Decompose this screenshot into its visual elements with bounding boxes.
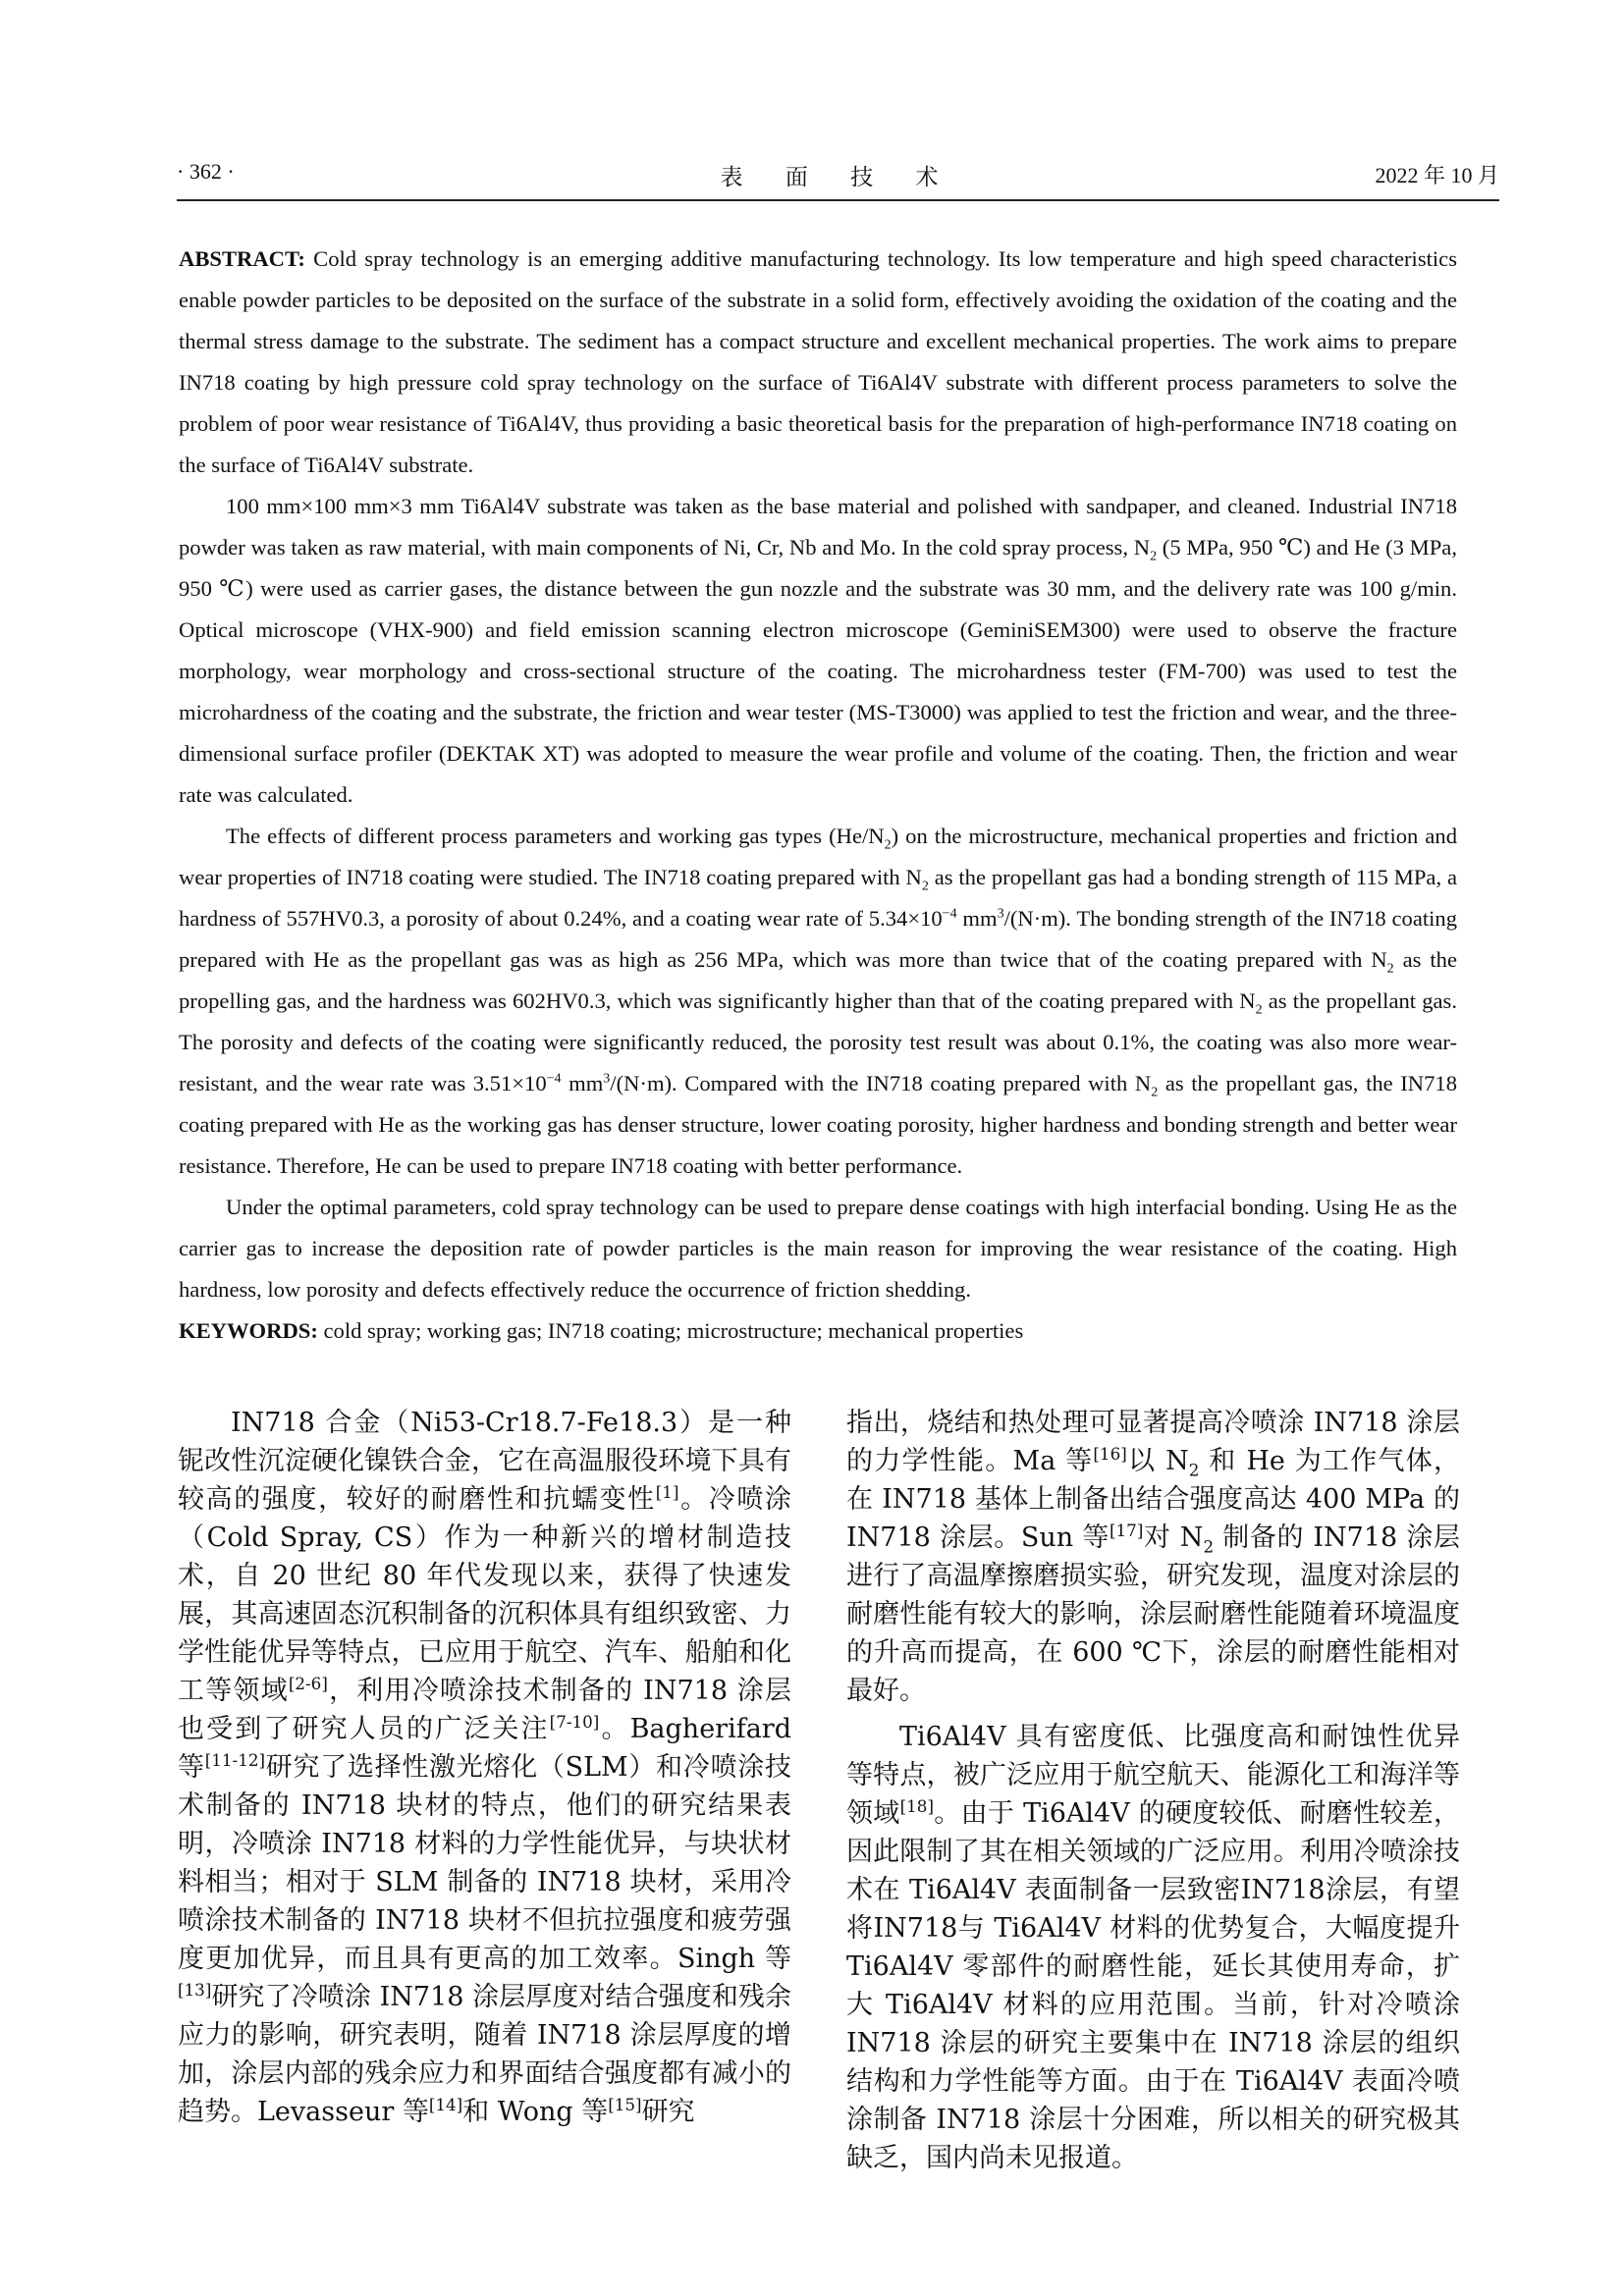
body-paragraph-continued: 指出，烧结和热处理可显著提高冷喷涂 IN718 涂层的力学性能。Ma 等[16]以 $N_2$ 和 He 为工作气体，在 IN718 基体上制备出结合强度高达 400 MPa 的 IN718 涂层。Sun 等[17]对 $N_2$ 制备的 IN718 涂层进行了高温摩擦磨损实验，研究发现，温度对涂层的耐磨性能有较大的影响，涂层耐磨性能随着环境温度的升高而提高，在 600 ℃下，涂层的耐磨性能相对最好。 <box>846 1408 1461 1706</box>
abstract-paragraph-1: ABSTRACT: Cold spray technology is an emerging additive manufacturing technology. Its low temperature and high speed characteristics enable powder particles to be deposited on the surface of the substrate in a solid form, effectively avoiding the oxidation of the coating and the thermal stress damage to the substrate. The sediment has a compact structure and excellent mechanical properties. The work aims to prepare IN718 coating by high pressure cold spray technology on the surface of Ti6Al4V substrate with different process parameters to solve the problem of poor wear resistance of Ti6Al4V, thus providing a basic theoretical basis for the preparation of high-performance IN718 coating on the surface of Ti6Al4V substrate. <box>179 246 1457 477</box>
citation: [11-12] <box>204 1750 266 1770</box>
page-number: · 362 · <box>177 159 235 184</box>
running-header <box>177 155 1499 194</box>
keywords-label: KEYWORDS: <box>179 1318 318 1343</box>
citation: [1] <box>655 1482 679 1502</box>
body-column-right <box>846 1404 1460 2177</box>
citation: [16] <box>1093 1444 1127 1464</box>
body-column-left <box>178 1404 791 2131</box>
abstract-paragraph-2: 100 mm×100 mm×3 mm Ti6Al4V substrate was taken as the base material and polished with sandpaper, and cleaned. Industrial IN718 powder was taken as raw material, with main components of Ni, Cr, Nb and Mo. In the cold spray process, $N_2$ (5 MPa, 950 ℃) and He (3 MPa, 950 ℃) were used as carrier gases, the distance between the gun nozzle and the substrate was 30 mm, and the delivery rate was 100 g/min. Optical microscope (VHX-900) and field emission scanning electron microscope (GeminiSEM300) were used to observe the fracture morphology, wear morphology and cross-sectional structure of the coating. The microhardness tester (FM-700) was used to test the microhardness of the coating and the substrate, the friction and wear tester (MS-T3000) was applied to test the friction and wear, and the three-dimensional surface profiler (DEKTAK XT) was adopted to measure the wear profile and volume of the coating. Then, the friction and wear rate was calculated. <box>179 494 1457 807</box>
body-paragraph: IN718 合金（Ni53-Cr18.7-Fe18.3）是一种铌改性沉淀硬化镍铁合金，它在高温服役环境下具有较高的强度，较好的耐磨性和抗蠕变性[1]。冷喷涂（Cold Spray, CS）作为一种新兴的增材制造技术，自 20 世纪 80 年代发现以来，获得了快速发展，其高速固态沉积制备的沉积体具有组织致密、力学性能优异等特点，已应用于航空、汽车、船舶和化工等领域[2-6]，利用冷喷涂技术制备的 IN718 涂层也受到了研究人员的广泛关注[7-10]。Bagherifard 等[11-12]研究了选择性激光熔化（SLM）和冷喷涂技术制备的 IN718 块材的特点，他们的研究结果表明，冷喷涂 IN718 材料的力学性能优异，与块状材料相当；相对于 SLM 制备的 IN718 块材，采用冷喷涂技术制备的 IN718 块材不但抗拉强度和疲劳强度更加优异，而且具有更高的加工效率。Singh 等[13]研究了冷喷涂 IN718 涂层厚度对结合强度和残余应力的影响，研究表明，随着 IN718 涂层厚度的增加，涂层内部的残余应力和界面结合强度都有减小的趋势。Levasseur 等[14]和 Wong 等[15]研究 <box>178 1408 792 2127</box>
citation: [7-10] <box>549 1712 600 1732</box>
citation: [17] <box>1110 1521 1144 1540</box>
keywords-text: cold spray; working gas; IN718 coating; microstructure; mechanical properties <box>317 1318 1024 1343</box>
abstract-paragraph-3: The effects of different process parameters and working gas types $(He/N_2)$ on the microstructure, mechanical properties and friction and wear properties of IN718 coating were studied. The IN718 coating prepared with $N_2$ as the propellant gas had a bonding strength of 115 MPa, a hardness of 557HV0.3, a porosity of about 0.24%, and a coating wear rate of $5.34\times 10^{-4}$ $mm^3/(N\cdot m)$. The bonding strength of the IN718 coating prepared with He as the propellant gas was as high as 256 MPa, which was more than twice that of the coating prepared with $N_2$ as the propelling gas, and the hardness was 602HV0.3, which was significantly higher than that of the coating prepared with $N_2$ as the propellant gas. The porosity and defects of the coating were significantly reduced, the porosity test result was about 0.1%, the coating was also more wear-resistant, and the wear rate was $3.51\times 10^{-4}$ $mm^3/(N\cdot m)$. Compared with the IN718 coating prepared with $N_2$ as the propellant gas, the IN718 coating prepared with He as the working gas has denser structure, lower coating porosity, higher hardness and bonding strength and better wear resistance. Therefore, He can be used to prepare IN718 coating with better performance. <box>179 824 1458 1178</box>
citation: [14] <box>428 2095 463 2114</box>
citation: [15] <box>608 2095 642 2114</box>
citation: [13] <box>178 1980 212 2000</box>
body-paragraph: Ti6Al4V 具有密度低、比强度高和耐蚀性优异等特点，被广泛应用于航空航天、能源化工和海洋等领域[18]。由于 Ti6Al4V 的硬度较低、耐磨性较差，因此限制了其在相关领域的广泛应用。利用冷喷涂技术在 Ti6Al4V 表面制备一层致密IN718涂层，有望将IN718与 Ti6Al4V 材料的优势复合，大幅度提升 Ti6Al4V 零部件的耐磨性能，延长其使用寿命，扩大 Ti6Al4V 材料的应用范围。当前，针对冷喷涂 IN718 涂层的研究主要集中在 IN718 涂层的组织结构和力学性能等方面。由于在 Ti6Al4V 表面冷喷涂制备 IN718 涂层十分困难，所以相关的研究极其缺乏，国内尚未见报道。 <box>846 1722 1460 2173</box>
header-rule <box>177 199 1499 201</box>
abstract-paragraph-4: Under the optimal parameters, cold spray technology can be used to prepare dense coatings with high interfacial bonding. Using He as the carrier gas to increase the deposition rate of powder particles is the main reason for improving the wear resistance of the coating. High hardness, low porosity and defects effectively reduce the occurrence of friction shedding. <box>179 1195 1457 1302</box>
journal-title: 表 面 技 术 <box>720 165 956 190</box>
keywords-line <box>179 1310 1457 1352</box>
abstract-label: ABSTRACT: <box>179 246 305 271</box>
citation: [2-6] <box>288 1674 328 1693</box>
issue-date: 2022 年 10 月 <box>1375 163 1499 187</box>
english-abstract <box>179 239 1457 1352</box>
citation: [18] <box>899 1796 934 1816</box>
